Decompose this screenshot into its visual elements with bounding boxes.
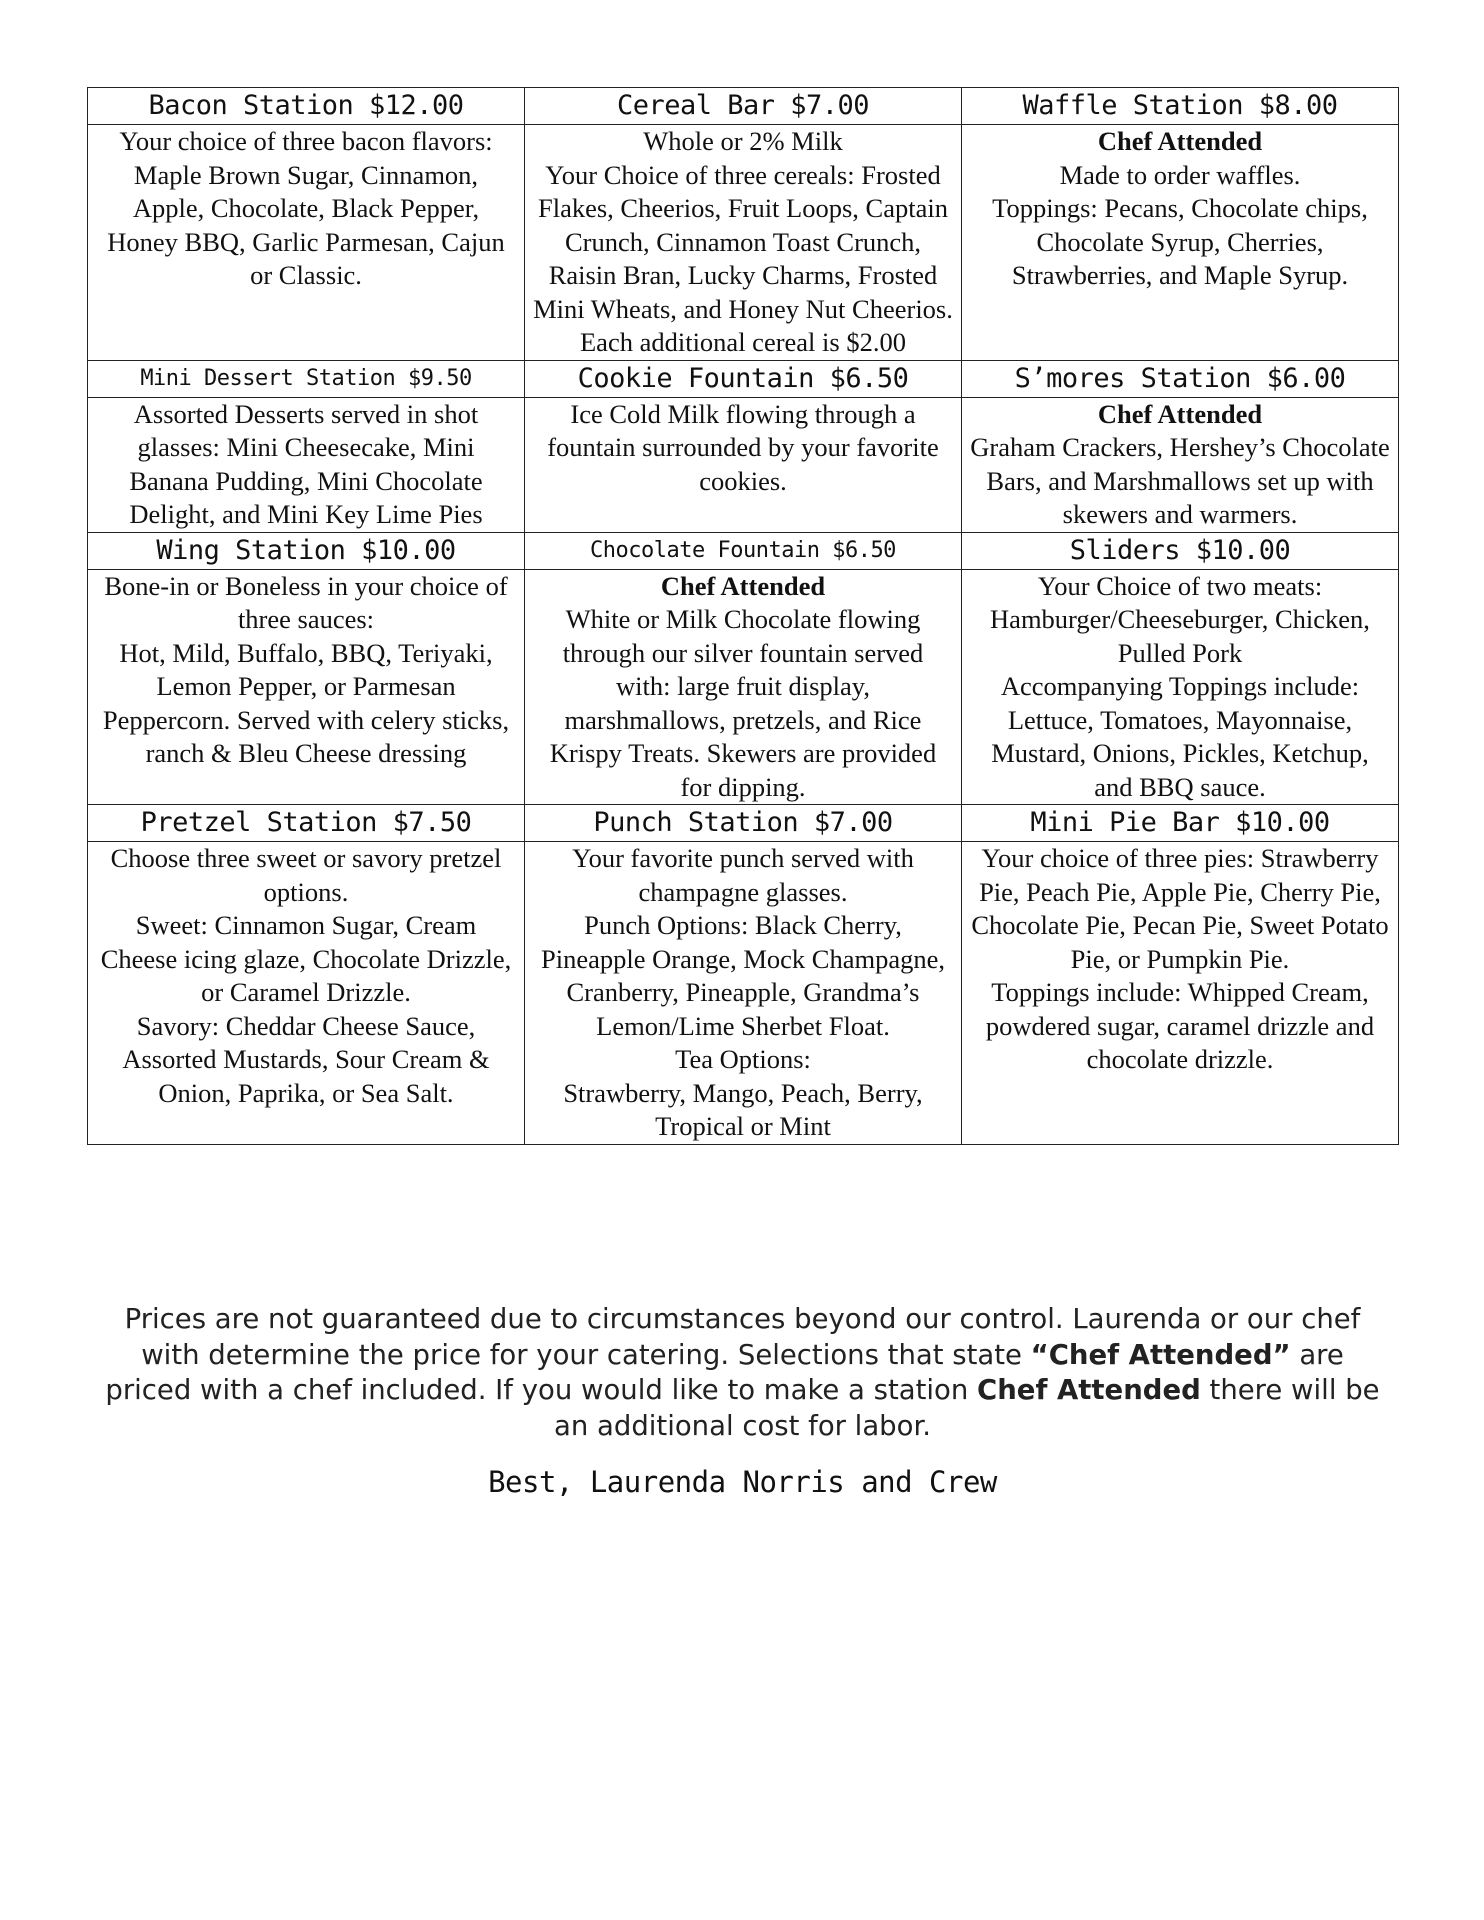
- station-title: Wing Station $10.00: [88, 532, 525, 569]
- description-line: Your Choice of three cereals: Frosted Flakes, Cheerios, Fruit Loops, Captain Crunch, Cinnamon Toast Crunch, Raisin Bran, Lucky Charms, Frosted Mini Wheats, and Honey Nut Cheerios.: [533, 159, 953, 324]
- station-description: [962, 569, 1399, 805]
- description-line: Graham Crackers, Hershey’s Chocolate Bars, and Marshmallows set up with skewers and warmers.: [970, 432, 1390, 529]
- header-row: [88, 532, 1399, 569]
- station-description: [88, 397, 525, 532]
- station-description: [962, 125, 1399, 361]
- pricing-disclaimer: [95, 1302, 1390, 1444]
- description-line: Toppings include: Whipped Cream, powdered sugar, caramel drizzle and chocolate drizzle.: [985, 977, 1375, 1074]
- station-title: Mini Dessert Station $9.50: [88, 360, 525, 397]
- station-title: Waffle Station $8.00: [962, 88, 1399, 125]
- description-line: Maple Brown Sugar, Cinnamon, Apple, Chocolate, Black Pepper, Honey BBQ, Garlic Parmesan, Cajun or Classic.: [107, 159, 505, 290]
- station-description: [525, 842, 962, 1145]
- description-line: Each additional cereal is $2.00: [580, 327, 906, 357]
- description-line: Tea Options:: [675, 1044, 811, 1074]
- station-description: [525, 569, 962, 805]
- description-line: Made to order waffles.: [1059, 159, 1301, 190]
- description-line: Your choice of three pies: Strawberry Pie, Peach Pie, Apple Pie, Cherry Pie, Chocolate Pie, Pecan Pie, Sweet Potato Pie, or Pumpkin Pie.: [971, 843, 1389, 974]
- header-row: [88, 360, 1399, 397]
- chef-attended-label: Chef Attended: [1097, 398, 1263, 429]
- description-line: Accompanying Toppings include: Lettuce, Tomatoes, Mayonnaise, Mustard, Onions, Pickles, Ketchup, and BBQ sauce.: [991, 671, 1369, 802]
- disclaimer-text: Prices are not guaranteed due to circumstances beyond our control. Laurenda or our chef with determine the price for your catering. Selections that state: [124, 1303, 1361, 1371]
- disclaimer-emphasis: “Chef Attended”: [1030, 1338, 1291, 1371]
- station-description: [962, 397, 1399, 532]
- description-line: Sweet: Cinnamon Sugar, Cream Cheese icing glaze, Chocolate Drizzle, or Caramel Drizzle.: [100, 910, 512, 1007]
- station-title: Bacon Station $12.00: [88, 88, 525, 125]
- description-line: White or Milk Chocolate flowing through our silver fountain served with: large fruit display, marshmallows, pretzels, and Rice Krispy Treats. Skewers are provided for dipping.: [549, 604, 937, 802]
- station-title: Sliders $10.00: [962, 532, 1399, 569]
- disclaimer-emphasis: Chef Attended: [977, 1374, 1201, 1406]
- station-description: [962, 842, 1399, 1145]
- station-title: Chocolate Fountain $6.50: [525, 532, 962, 569]
- station-title: Mini Pie Bar $10.00: [962, 805, 1399, 842]
- description-line: Hot, Mild, Buffalo, BBQ, Teriyaki, Lemon Pepper, or Parmesan Peppercorn. Served with celery sticks, ranch & Bleu Cheese dressing: [102, 637, 510, 768]
- station-title: Cookie Fountain $6.50: [525, 360, 962, 397]
- station-title: Punch Station $7.00: [525, 805, 962, 842]
- station-description: [525, 397, 962, 532]
- chef-attended-label: Chef Attended: [1097, 126, 1263, 156]
- chef-attended-label: Chef Attended: [660, 570, 826, 601]
- description-line: Choose three sweet or savory pretzel options.: [110, 843, 502, 907]
- description-line: Your Choice of two meats: Hamburger/Cheeseburger, Chicken, Pulled Pork: [990, 570, 1370, 668]
- body-row: [88, 397, 1399, 532]
- description-line: Your choice of three bacon flavors:: [119, 126, 493, 156]
- station-description: [88, 569, 525, 805]
- description-line: Whole or 2% Milk: [643, 126, 843, 156]
- station-description: [88, 125, 525, 361]
- description-line: Strawberry, Mango, Peach, Berry, Tropical or Mint: [563, 1077, 923, 1141]
- description-line: Ice Cold Milk flowing through a fountain surrounded by your favorite cookies.: [547, 398, 939, 496]
- header-row: [88, 805, 1399, 842]
- description-line: Toppings: Pecans, Chocolate chips, Chocolate Syrup, Cherries, Strawberries, and Maple Syrup.: [992, 193, 1368, 290]
- signoff: Best, Laurenda Norris and Crew: [488, 1465, 997, 1499]
- station-title: Cereal Bar $7.00: [525, 88, 962, 125]
- description-line: Assorted Desserts served in shot glasses: Mini Cheesecake, Mini Banana Pudding, Mini Chocolate Delight, and Mini Key Lime Pies: [129, 398, 483, 529]
- station-description: [88, 842, 525, 1145]
- body-row: [88, 569, 1399, 805]
- stations-table: [87, 87, 1399, 1145]
- header-row: [88, 88, 1399, 125]
- description-line: Your favorite punch served with champagne glasses.: [572, 843, 914, 907]
- description-line: Bone-in or Boneless in your choice of three sauces:: [104, 570, 508, 634]
- disclaimer-text: are priced with a chef included. If you would like to make a station: [105, 1338, 1344, 1406]
- body-row: [88, 125, 1399, 361]
- description-line: Savory: Cheddar Cheese Sauce, Assorted Mustards, Sour Cream & Onion, Paprika, or Sea Salt.: [122, 1010, 490, 1108]
- station-description: [525, 125, 962, 361]
- disclaimer-text: there will be an additional cost for labor.: [554, 1374, 1380, 1442]
- body-row: [88, 842, 1399, 1145]
- description-line: Punch Options: Black Cherry, Pineapple Orange, Mock Champagne, Cranberry, Pineapple, Grandma’s Lemon/Lime Sherbet Float.: [540, 910, 945, 1041]
- station-title: S’mores Station $6.00: [962, 360, 1399, 397]
- station-title: Pretzel Station $7.50: [88, 805, 525, 842]
